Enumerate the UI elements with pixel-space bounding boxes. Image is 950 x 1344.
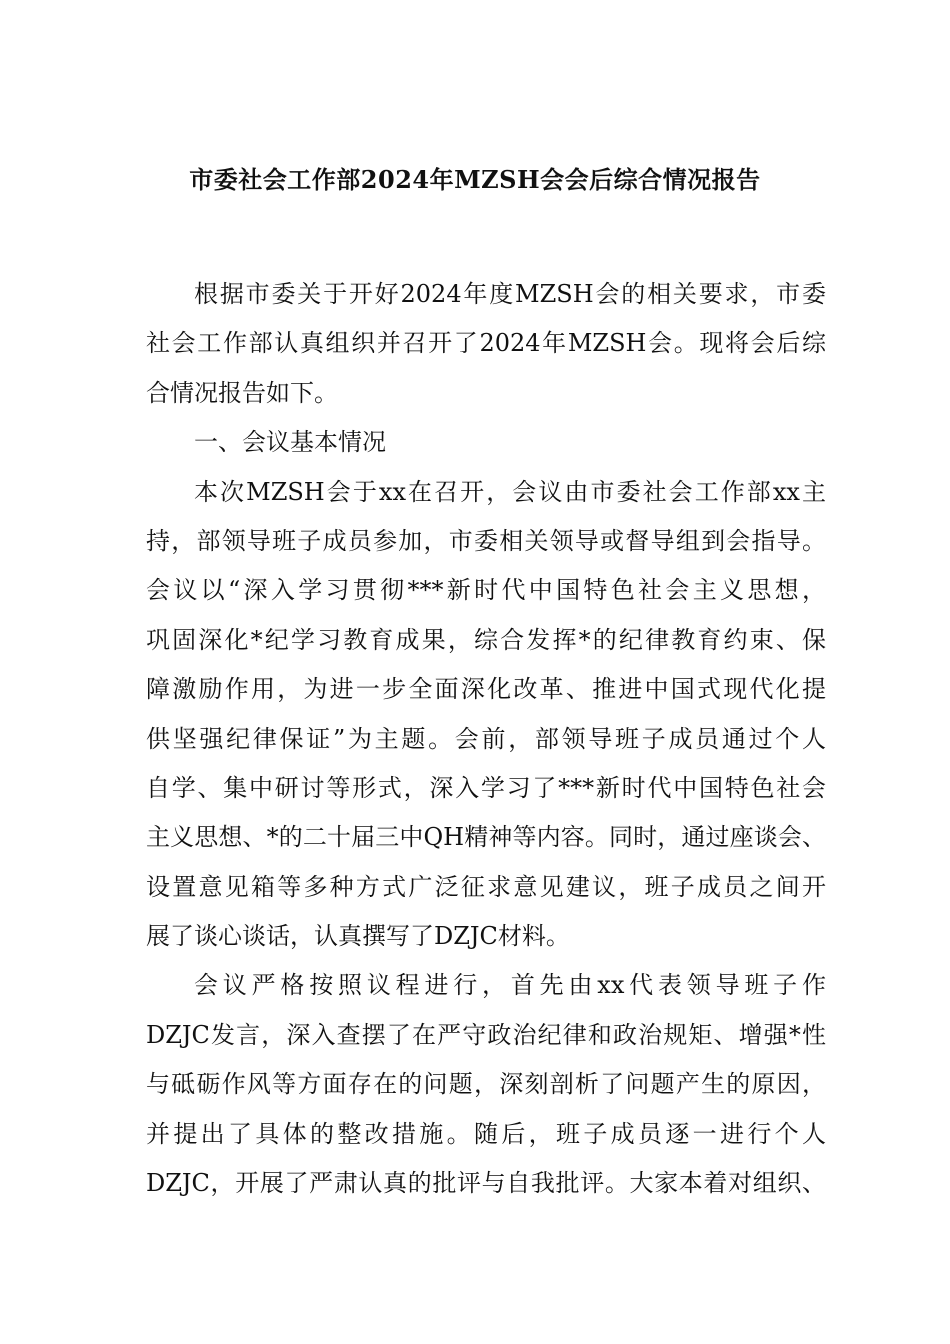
paragraph-line: 会议严格按照议程进行，首先由xx代表领导班子作: [194, 971, 826, 1000]
paragraph-line: 社会工作部认真组织并召开了2024年MZSH会。现将会后综: [146, 329, 826, 358]
paragraph-line: 持，部领导班子成员参加，市委相关领导或督导组到会指导。: [146, 526, 826, 555]
paragraph-line: 自学、集中研讨等形式，深入学习了***新时代中国特色社会: [146, 773, 826, 802]
paragraph-line: DZJC发言，深入查摆了在严守政治纪律和政治规矩、增强*性: [146, 1020, 826, 1049]
paragraph-line: 设置意见箱等多种方式广泛征求意见建议，班子成员之间开: [146, 872, 826, 901]
paragraph-line: 主义思想、*的二十届三中QH精神等内容。同时，通过座谈会、: [146, 823, 826, 852]
paragraph-line: 与砥砺作风等方面存在的问题，深刻剖析了问题产生的原因，: [146, 1070, 826, 1099]
document-body: [146, 270, 826, 1208]
section-heading: 一、会议基本情况: [194, 428, 386, 457]
paragraph-line: 本次MZSH会于xx在召开，会议由市委社会工作部xx主: [194, 477, 826, 506]
paragraph-line: 会议以“深入学习贯彻***新时代中国特色社会主义思想，: [146, 576, 826, 605]
paragraph-line: 展了谈心谈话，认真撰写了DZJC材料。: [146, 922, 570, 951]
paragraph-line: 供坚强纪律保证”为主题。会前，部领导班子成员通过个人: [146, 724, 826, 753]
paragraph-line: 障激励作用，为进一步全面深化改革、推进中国式现代化提: [146, 675, 826, 704]
paragraph-line: 巩固深化*纪学习教育成果，综合发挥*的纪律教育约束、保: [146, 625, 826, 654]
paragraph-line: 根据市委关于开好2024年度MZSH会的相关要求，市委: [194, 280, 826, 308]
paragraph-line: DZJC，开展了严肃认真的批评与自我批评。大家本着对组织、: [146, 1169, 826, 1198]
paragraph-line: 并提出了具体的整改措施。随后，班子成员逐一进行个人: [146, 1119, 826, 1148]
document-title: 市委社会工作部2024年MZSH会会后综合情况报告: [189, 165, 761, 194]
paragraph-line: 合情况报告如下。: [146, 378, 338, 407]
